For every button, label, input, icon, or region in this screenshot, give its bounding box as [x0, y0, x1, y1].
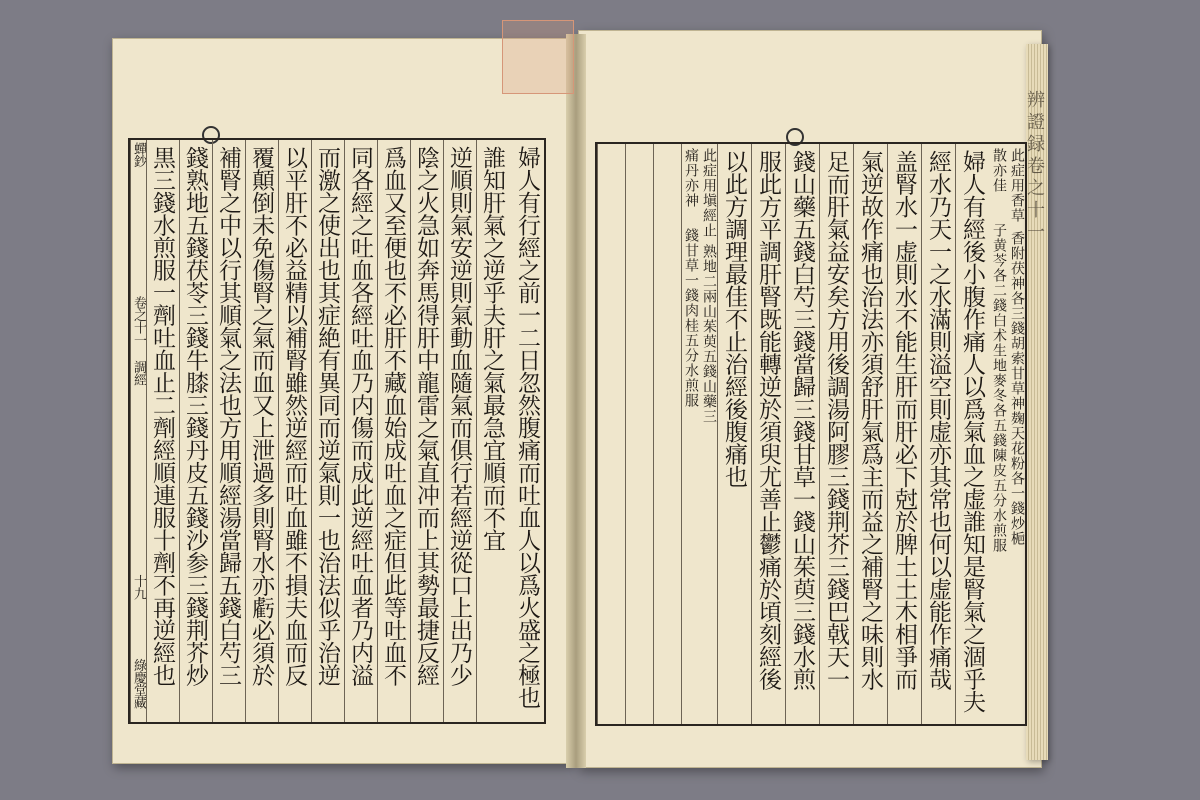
text-column: 覆顛倒未免傷腎之氣而血又上泄過多則腎水亦虧必須於	[245, 140, 278, 722]
margin-footer: 綠慶堂藏	[131, 658, 146, 709]
library-stamp	[502, 20, 574, 94]
text-column: 誰知肝氣之逆乎夫肝之氣最急宜順而不宜	[476, 140, 509, 722]
text-column: 錢熟地五錢茯苓三錢牛膝三錢丹皮五錢沙参三錢荆芥炒	[179, 140, 212, 722]
margin-folio: 十九	[131, 574, 146, 600]
note-column	[681, 144, 717, 724]
page-margin	[130, 140, 146, 722]
margin-top: 蟬鈔	[131, 142, 146, 167]
note-sub: 錢甘草一錢肉桂五分水煎服	[683, 228, 699, 408]
text-column: 陰之火急如奔馬得肝中龍雷之氣直冲而上其勢最捷反經	[410, 140, 443, 722]
margin-volume: 卷之十一	[131, 296, 146, 346]
note-sub: 神麹天花粉各一錢炒梔	[1009, 396, 1025, 546]
text-column: 服此方平調肝腎既能轉逆於須臾尤善止鬱痛於頃刻經後	[751, 144, 785, 724]
margin-section: 調經	[131, 360, 146, 386]
text-column: 足而肝氣益安矣方用後調湯阿膠三錢荆芥三錢巴戟天一	[819, 144, 853, 724]
note-heading: 此症用塡經止	[701, 148, 717, 238]
note-heading: 散亦佳	[991, 148, 1007, 193]
note-sub: 子黄芩各二錢白术生地麥冬各	[991, 223, 1007, 418]
note-column	[989, 144, 1025, 724]
text-column: 同各經之吐血各經吐血乃内傷而成此逆經吐血者乃内溢	[344, 140, 377, 722]
text-column: 婦人有經後小腹作痛人以爲氣血之虚誰知是腎氣之涸乎夫	[955, 144, 989, 724]
text-column: 以此方調理最佳不止治經後腹痛也	[717, 144, 751, 724]
text-column: 逆順則氣安逆則氣動血隨氣而俱行若經逆從口上出乃少	[443, 140, 476, 722]
text-column: 爲血又至便也不必肝不藏血始成吐血之症但此等吐血不	[377, 140, 410, 722]
page-edge-title: 辨證録卷之十一	[1024, 90, 1045, 244]
text-column: 以平肝不必益精以補腎雖然逆經而吐血雖不損夫血而反	[278, 140, 311, 722]
blank-column	[653, 144, 681, 724]
blank-column	[597, 144, 625, 724]
note-sub: 香附茯神各三錢胡索甘草	[1009, 231, 1025, 396]
right-text-frame	[595, 142, 1027, 726]
text-column: 黒三錢水煎服一劑吐血止二劑經順連服十劑不再逆經也	[146, 140, 179, 722]
text-column: 補腎之中以行其順氣之法也方用順經湯當歸五錢白芍三	[212, 140, 245, 722]
blank-column	[625, 144, 653, 724]
book-spine	[566, 34, 586, 768]
note-heading: 痛丹亦神	[683, 148, 699, 208]
text-column: 經水乃天一之水滿則溢空則虚亦其常也何以虚能作痛哉	[921, 144, 955, 724]
note-sub: 熟地二兩山茱萸五錢山藥三	[701, 244, 717, 424]
text-column: 婦人有行經之前一二日忽然腹痛而吐血人以爲火盛之極也	[514, 146, 540, 709]
text-column: 氣逆故作痛也治法亦須舒肝氣爲主而益之補腎之味則水	[853, 144, 887, 724]
text-column: 盖腎水一虚則水不能生肝而肝必下尅於脾土土木相爭而	[887, 144, 921, 724]
note-heading: 此症用香草	[1009, 148, 1025, 223]
left-text-frame	[128, 138, 546, 724]
text-column: 錢山藥五錢白芍三錢當歸三錢甘草一錢山茱萸三錢水煎	[785, 144, 819, 724]
note-sub: 五錢陳皮五分水煎服	[991, 418, 1007, 553]
text-column: 而激之使出也其症絶有異同而逆氣則一也治法似乎治逆	[311, 140, 344, 722]
